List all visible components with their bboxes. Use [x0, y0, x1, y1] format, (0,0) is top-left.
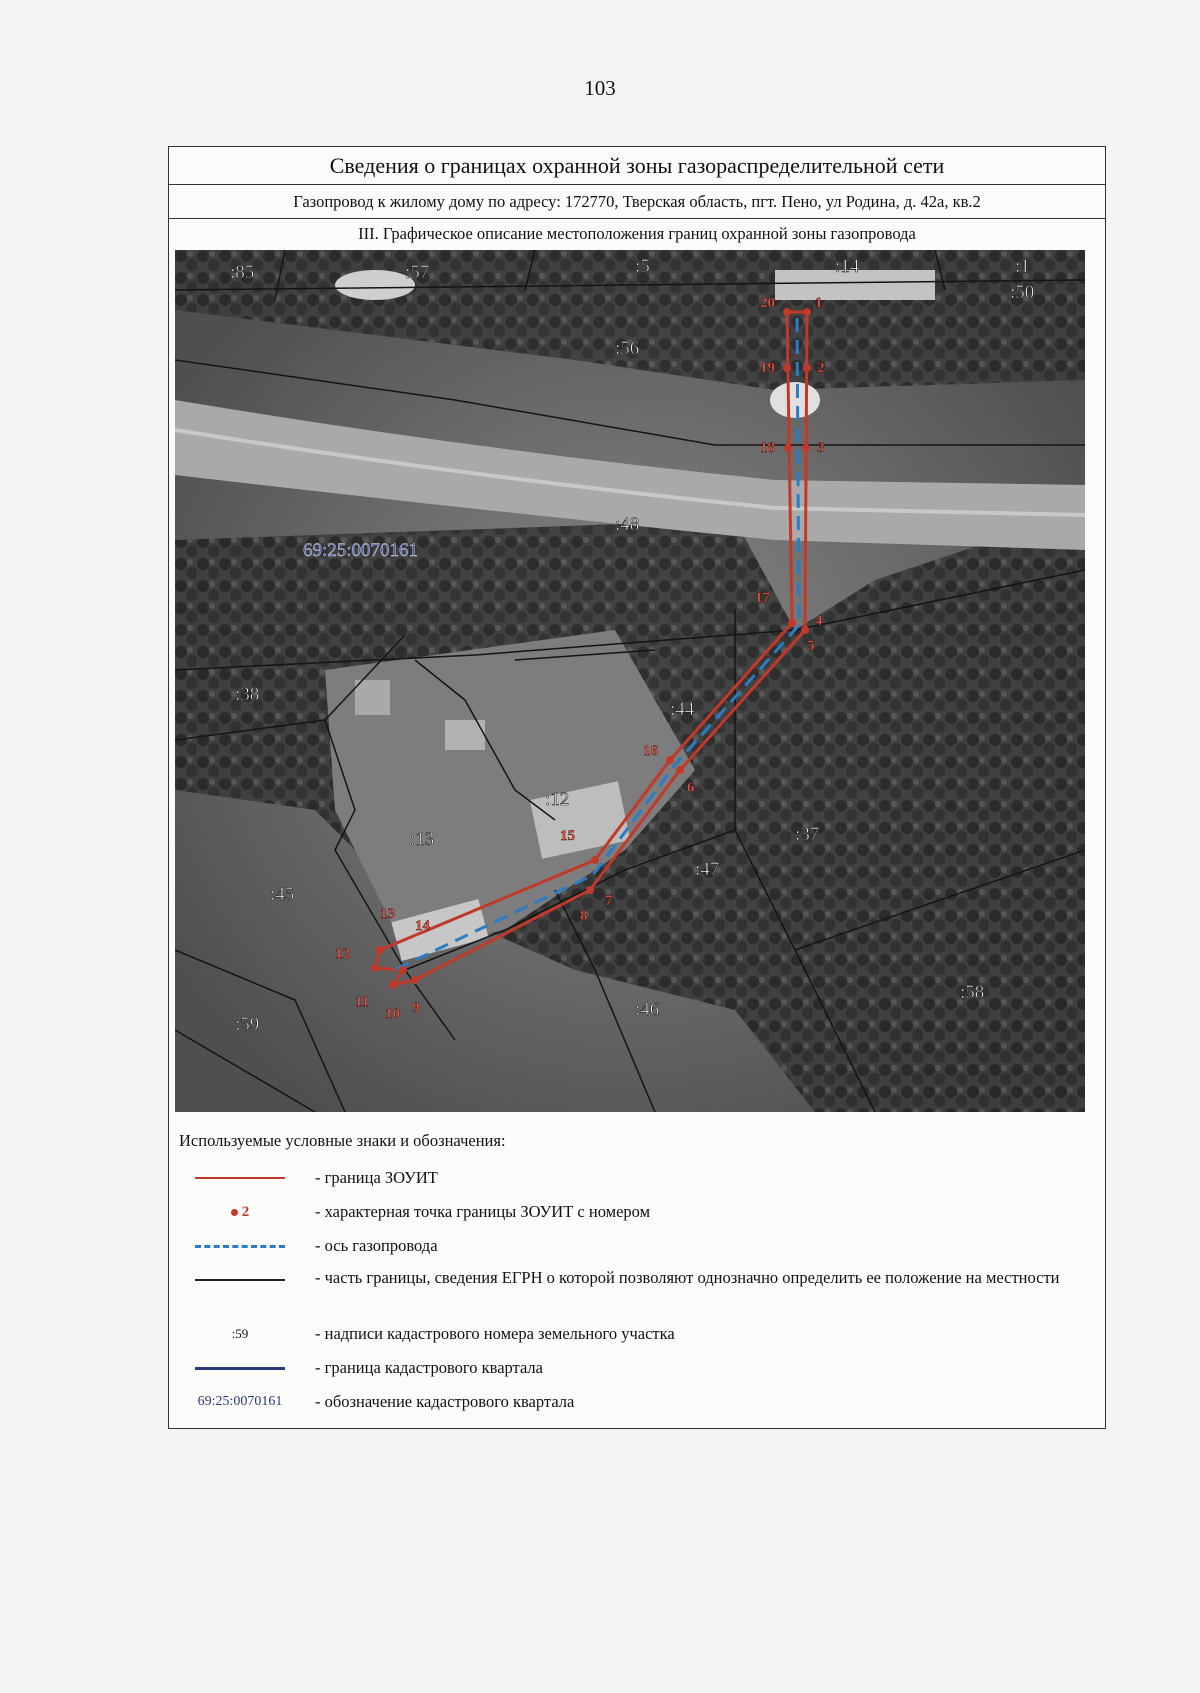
point-number: 15 [560, 828, 575, 844]
point-symbol-number: 2 [241, 1203, 250, 1220]
point-number: 7 [605, 893, 613, 909]
axis-dash-symbol [195, 1245, 285, 1248]
parcel-label: :85 [230, 262, 255, 283]
light-patch-2 [335, 270, 415, 300]
legend-title: Используемые условные знаки и обозначения: [179, 1131, 506, 1150]
point-number: 18 [760, 440, 775, 456]
parcel-label: :48 [615, 514, 640, 535]
parcel-label: :47 [695, 859, 720, 880]
point-number: 10 [385, 1006, 400, 1022]
parcel-label: :46 [635, 999, 660, 1020]
parcel-label: :37 [795, 824, 820, 845]
legend-text: - обозначение кадастрового квартала [315, 1392, 575, 1411]
point-number: 11 [355, 994, 370, 1010]
legend-item-axis [175, 1229, 1085, 1263]
legend-text: - граница ЗОУИТ [315, 1168, 438, 1187]
point-number: 12 [335, 946, 350, 962]
legend-text: - ось газопровода [315, 1236, 438, 1255]
legend-text: - надписи кадастрового номера земельного участка [315, 1324, 675, 1343]
point-number: 3 [817, 440, 825, 456]
parcel-label: :59 [235, 1014, 260, 1035]
point-number: 9 [412, 1000, 420, 1016]
legend-item-parcel-label [175, 1317, 1085, 1351]
legend-item-quarter-boundary [175, 1351, 1085, 1385]
document-frame [168, 146, 1106, 1429]
light-patch [770, 382, 820, 418]
quarter-line-symbol [195, 1367, 285, 1370]
point-number: 2 [817, 360, 825, 376]
point-number: 17 [755, 590, 770, 606]
legend-item-parcel-boundary [175, 1263, 1085, 1317]
point-number: 14 [415, 918, 430, 934]
point-number: 1 [815, 295, 823, 311]
quarter-label: 69:25:0070161 [303, 540, 419, 561]
legend-item-zone [175, 1161, 1085, 1195]
aerial-map [175, 250, 1085, 1112]
point-number: 13 [380, 906, 395, 922]
parcel-label: :44 [670, 699, 695, 720]
object-description: Газопровод к жилому дому по адресу: 172770, Тверская область, пгт. Пено, ул Родина, д. 42а, кв.2 [169, 185, 1105, 219]
section-title: III. Графическое описание местоположения границ охранной зоны газопровода [358, 224, 916, 243]
parcel-label: :14 [835, 256, 860, 277]
parcel-label: :56 [615, 338, 640, 359]
point-number: 6 [687, 780, 695, 796]
legend-text: - граница кадастрового квартала [315, 1358, 543, 1377]
map-svg [175, 250, 1085, 1112]
point-symbol [231, 1209, 238, 1216]
building-4 [355, 680, 390, 715]
parcel-label: :57 [405, 262, 430, 283]
page-number: 103 [584, 76, 616, 100]
legend-item-quarter-label [175, 1385, 1085, 1419]
point-number: 8 [580, 908, 588, 924]
parcel-label: :50 [1010, 282, 1035, 303]
point-number: 4 [815, 613, 823, 629]
parcel-label: :13 [410, 829, 435, 850]
parcel-label: :5 [635, 256, 650, 277]
quarter-label-symbol: 69:25:0070161 [197, 1394, 283, 1409]
parcel-label: :12 [545, 789, 570, 810]
legend [175, 1131, 1085, 1419]
parcel-label: :38 [235, 684, 260, 705]
parcel-label-symbol: :59 [231, 1326, 249, 1341]
point-number: 5 [807, 638, 815, 654]
legend-text: - характерная точка границы ЗОУИТ с номером [315, 1202, 651, 1221]
parcel-label: :58 [960, 982, 985, 1003]
point-number: 16 [643, 743, 658, 759]
zone-line-symbol [195, 1177, 285, 1179]
legend-item-point [175, 1195, 1085, 1229]
parcel-line-symbol [195, 1279, 285, 1281]
legend-text: - часть границы, сведения ЕГРН о которой позволяют однозначно определить ее положение на местности [315, 1268, 1060, 1287]
parcel-label: :45 [270, 884, 295, 905]
point-number: 19 [760, 360, 775, 376]
parcel-label: :1 [1015, 256, 1030, 277]
point-number: 20 [760, 295, 775, 311]
document-title: Сведения о границах охранной зоны газораспределительной сети [169, 147, 1105, 185]
